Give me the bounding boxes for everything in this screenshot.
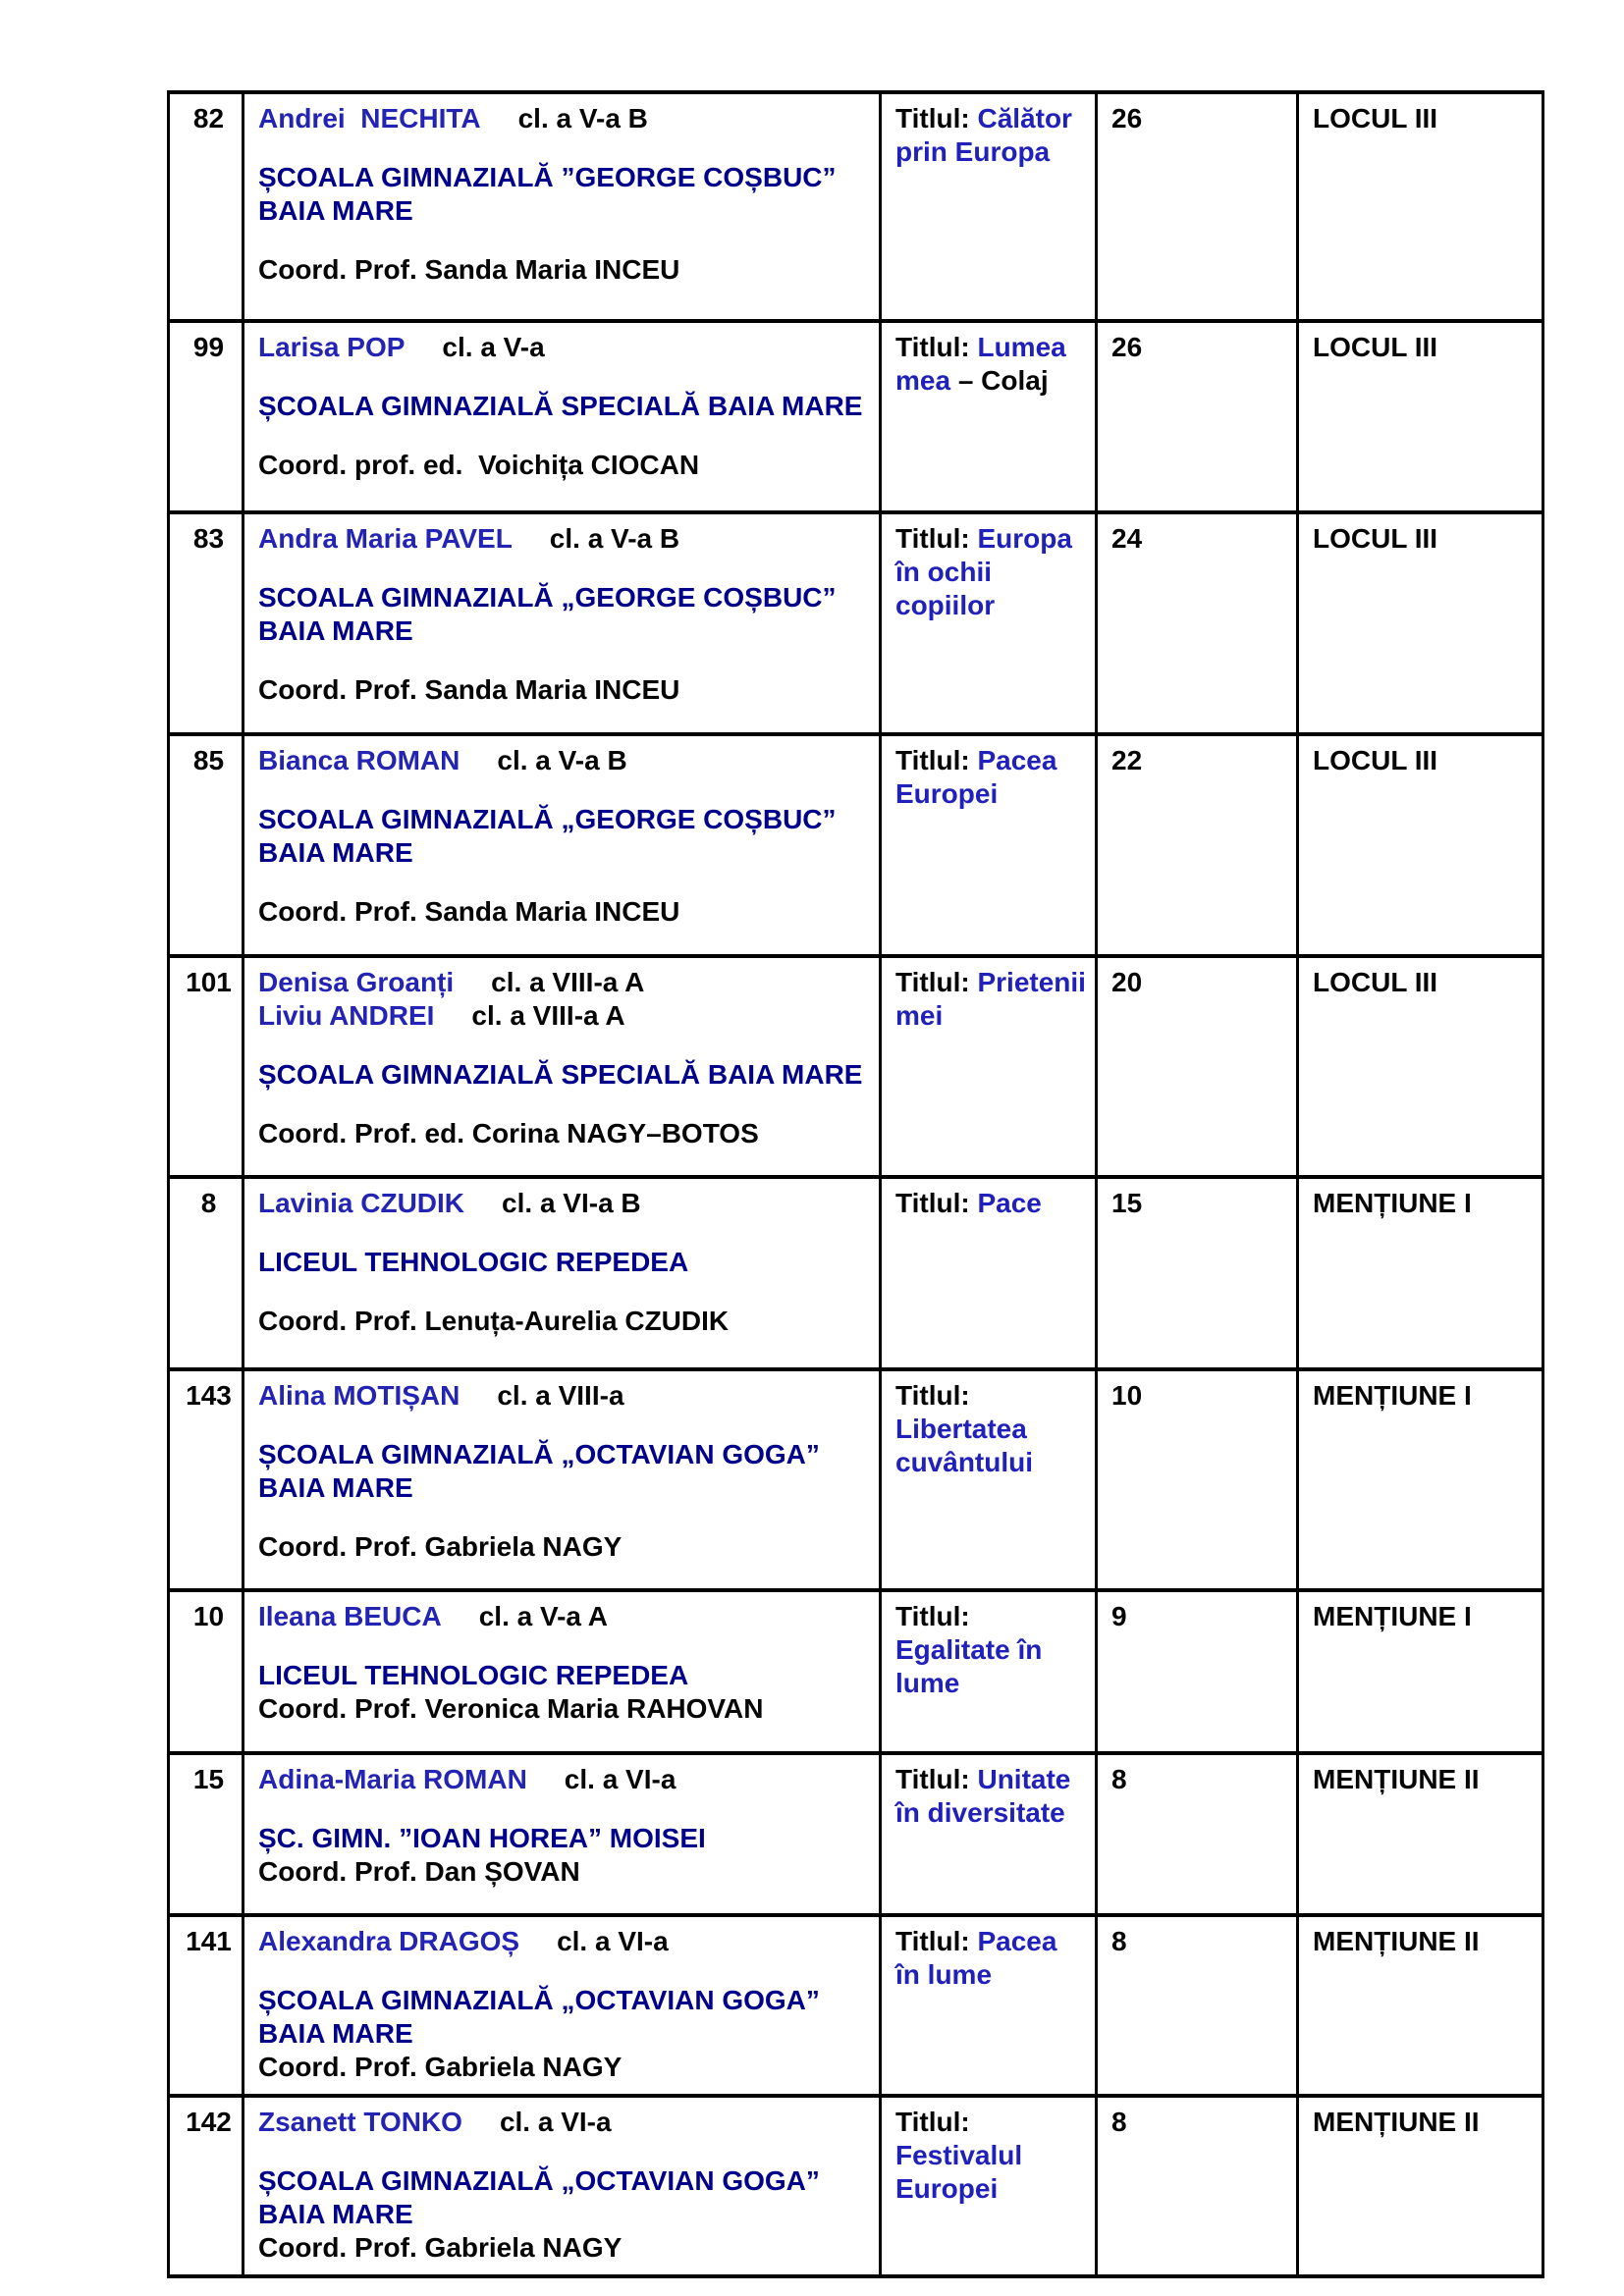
- blank-line: [258, 1092, 871, 1117]
- participant-cell: [244, 2096, 881, 2276]
- table-row: [169, 734, 1543, 956]
- table-row: [169, 1753, 1543, 1915]
- participant-line: [258, 1763, 871, 1796]
- participant-line: [258, 1600, 871, 1633]
- coordinator: Coord. Prof. Gabriela NAGY: [258, 1531, 623, 1562]
- title-text: Călător prin Europa: [895, 103, 1072, 167]
- entry-number-cell: 99: [169, 321, 244, 512]
- participant-line: [258, 522, 871, 556]
- title-cell: [881, 321, 1097, 512]
- title-cell: [881, 1753, 1097, 1915]
- participant-line: [258, 331, 871, 364]
- entry-number-cell: 101: [169, 956, 244, 1177]
- participant-name: Lavinia CZUDIK: [258, 1188, 465, 1218]
- entry-number-cell: 143: [169, 1369, 244, 1590]
- title-label: Titlul:: [895, 1926, 970, 1956]
- score-cell: 24: [1097, 512, 1298, 734]
- score-cell: 8: [1097, 1915, 1298, 2096]
- title-cell: [881, 1590, 1097, 1753]
- participant-cell: [244, 956, 881, 1177]
- coordinator: Coord. Prof. Sanda Maria INCEU: [258, 896, 680, 927]
- entry-number-cell: 141: [169, 1915, 244, 2096]
- title-cell: [881, 1177, 1097, 1369]
- entry-number-cell: 15: [169, 1753, 244, 1915]
- table-row: [169, 92, 1543, 321]
- participant-cell: [244, 734, 881, 956]
- entry-number-cell: 10: [169, 1590, 244, 1753]
- title-text: Festivalul Europei: [895, 2140, 1023, 2204]
- title-label: Titlul:: [895, 523, 970, 554]
- participant-class: cl. a VIII-a: [497, 1380, 624, 1411]
- blank-line: [258, 1413, 871, 1438]
- participant-class: cl. a V-a B: [549, 523, 680, 554]
- entry-number-cell: 83: [169, 512, 244, 734]
- award-cell: LOCUL III: [1298, 321, 1543, 512]
- participant-name: Andra Maria PAVEL: [258, 523, 513, 554]
- score-cell: 10: [1097, 1369, 1298, 1590]
- coordinator: Coord. Prof. Dan ȘOVAN: [258, 1856, 580, 1887]
- table-row: [169, 1915, 1543, 2096]
- entry-number-cell: 85: [169, 734, 244, 956]
- participant-class: cl. a V-a A: [478, 1601, 608, 1631]
- title-cell: [881, 1915, 1097, 2096]
- title-cell: [881, 1369, 1097, 1590]
- school-name: ȘCOALA GIMNAZIALĂ „OCTAVIAN GOGA” BAIA MARE: [258, 1439, 820, 1503]
- participant-line: [258, 1187, 871, 1220]
- table-row: [169, 512, 1543, 734]
- participant-class: cl. a V-a B: [517, 103, 648, 133]
- participant-cell: [244, 512, 881, 734]
- blank-line: [258, 228, 871, 253]
- participant-cell: [244, 1369, 881, 1590]
- participant-name: Adina-Maria ROMAN: [258, 1764, 527, 1794]
- blank-line: [258, 135, 871, 161]
- participant-class: cl. a VI-a: [564, 1764, 677, 1794]
- blank-line: [258, 1633, 871, 1659]
- participant-line: [258, 102, 871, 135]
- title-text: Pace: [977, 1188, 1042, 1218]
- title-text: Prietenii mei: [895, 967, 1086, 1031]
- coordinator: Coord. Prof. Gabriela NAGY: [258, 2232, 623, 2263]
- title-label: Titlul:: [895, 2107, 970, 2137]
- participant-class: cl. a VIII-a A: [491, 967, 645, 997]
- score-cell: 15: [1097, 1177, 1298, 1369]
- participant-line: [258, 999, 871, 1033]
- participant-class: cl. a VI-a B: [502, 1188, 641, 1218]
- title-text: Libertatea cuvântului: [895, 1414, 1034, 1477]
- participant-line: [258, 2106, 871, 2139]
- school-name: ȘCOALA GIMNAZIALĂ „OCTAVIAN GOGA” BAIA MARE: [258, 1985, 820, 2049]
- score-cell: 20: [1097, 956, 1298, 1177]
- table-row: [169, 2096, 1543, 2276]
- participant-cell: [244, 1177, 881, 1369]
- title-text: Lumea mea: [895, 332, 1066, 396]
- award-cell: MENȚIUNE II: [1298, 1753, 1543, 1915]
- participant-line: [258, 1379, 871, 1413]
- score-cell: 26: [1097, 321, 1298, 512]
- school-name: SCOALA GIMNAZIALĂ „GEORGE COȘBUC” BAIA MARE: [258, 582, 837, 646]
- table-row: [169, 1177, 1543, 1369]
- blank-line: [258, 1958, 871, 1984]
- title-label: Titlul:: [895, 1380, 970, 1411]
- score-cell: 8: [1097, 1753, 1298, 1915]
- score-cell: 8: [1097, 2096, 1298, 2276]
- coordinator: Coord. Prof. Veronica Maria RAHOVAN: [258, 1693, 764, 1724]
- participant-class: cl. a VI-a: [557, 1926, 669, 1956]
- title-label: Titlul:: [895, 1764, 970, 1794]
- participant-cell: [244, 1590, 881, 1753]
- title-label: Titlul:: [895, 103, 970, 133]
- participant-name: Bianca ROMAN: [258, 745, 460, 775]
- award-cell: LOCUL III: [1298, 956, 1543, 1177]
- award-cell: MENȚIUNE II: [1298, 2096, 1543, 2276]
- title-cell: [881, 956, 1097, 1177]
- title-text: Egalitate în lume: [895, 1634, 1043, 1698]
- title-label: Titlul:: [895, 745, 970, 775]
- participant-name: Larisa POP: [258, 332, 406, 362]
- school-name: ȘCOALA GIMNAZIALĂ SPECIALĂ BAIA MARE: [258, 1059, 863, 1090]
- title-text: Pacea Europei: [895, 745, 1057, 809]
- participant-name: Liviu ANDREI: [258, 1000, 435, 1031]
- participant-name: Ileana BEUCA: [258, 1601, 442, 1631]
- title-suffix: – Colaj: [950, 365, 1049, 396]
- award-cell: LOCUL III: [1298, 512, 1543, 734]
- score-cell: 26: [1097, 92, 1298, 321]
- title-label: Titlul:: [895, 1188, 970, 1218]
- participant-cell: [244, 92, 881, 321]
- coordinator: Coord. Prof. Sanda Maria INCEU: [258, 254, 680, 285]
- participant-line: [258, 1925, 871, 1958]
- participant-name: Zsanett TONKO: [258, 2107, 462, 2137]
- title-cell: [881, 92, 1097, 321]
- blank-line: [258, 1220, 871, 1246]
- score-cell: 9: [1097, 1590, 1298, 1753]
- blank-line: [258, 777, 871, 803]
- school-name: ȘCOALA GIMNAZIALĂ SPECIALĂ BAIA MARE: [258, 391, 863, 421]
- blank-line: [258, 1505, 871, 1530]
- school-name: ȘCOALA GIMNAZIALĂ „OCTAVIAN GOGA” BAIA MARE: [258, 2165, 820, 2229]
- award-cell: MENȚIUNE I: [1298, 1369, 1543, 1590]
- coordinator: Coord. Prof. ed. Corina NAGY–BOTOS: [258, 1118, 759, 1148]
- participant-name: Alexandra DRAGOȘ: [258, 1926, 520, 1956]
- award-cell: MENȚIUNE II: [1298, 1915, 1543, 2096]
- participant-class: cl. a VIII-a A: [471, 1000, 625, 1031]
- participant-line: [258, 744, 871, 777]
- participant-class: cl. a V-a: [442, 332, 545, 362]
- participant-name: Alina MOTIȘAN: [258, 1380, 460, 1411]
- title-text: Unitate în diversitate: [895, 1764, 1071, 1828]
- participant-class: cl. a VI-a: [499, 2107, 612, 2137]
- school-name: SCOALA GIMNAZIALĂ „GEORGE COȘBUC” BAIA MARE: [258, 804, 837, 868]
- school-name: LICEUL TEHNOLOGIC REPEDEA: [258, 1660, 689, 1690]
- results-table-body: [169, 92, 1543, 2276]
- participant-cell: [244, 321, 881, 512]
- award-cell: LOCUL III: [1298, 92, 1543, 321]
- coordinator: Coord. Prof. Lenuța-Aurelia CZUDIK: [258, 1306, 730, 1336]
- blank-line: [258, 648, 871, 673]
- blank-line: [258, 423, 871, 449]
- score-cell: 22: [1097, 734, 1298, 956]
- title-cell: [881, 734, 1097, 956]
- title-label: Titlul:: [895, 332, 970, 362]
- blank-line: [258, 870, 871, 895]
- award-cell: LOCUL III: [1298, 734, 1543, 956]
- school-name: LICEUL TEHNOLOGIC REPEDEA: [258, 1247, 689, 1277]
- blank-line: [258, 364, 871, 390]
- title-text: Europa în ochii copiilor: [895, 523, 1072, 620]
- entry-number-cell: 8: [169, 1177, 244, 1369]
- blank-line: [258, 1279, 871, 1305]
- coordinator: Coord. Prof. Sanda Maria INCEU: [258, 674, 680, 705]
- title-label: Titlul:: [895, 967, 970, 997]
- blank-line: [258, 1796, 871, 1822]
- school-name: ȘCOALA GIMNAZIALĂ ”GEORGE COȘBUC” BAIA MARE: [258, 162, 837, 226]
- blank-line: [258, 556, 871, 581]
- award-cell: MENȚIUNE I: [1298, 1177, 1543, 1369]
- participant-cell: [244, 1753, 881, 1915]
- blank-line: [258, 1033, 871, 1058]
- award-cell: MENȚIUNE I: [1298, 1590, 1543, 1753]
- coordinator: Coord. Prof. Gabriela NAGY: [258, 2052, 623, 2082]
- table-row: [169, 321, 1543, 512]
- table-row: [169, 1590, 1543, 1753]
- table-row: [169, 1369, 1543, 1590]
- participant-name: Denisa Groanți: [258, 967, 455, 997]
- participant-name: Andrei NECHITA: [258, 103, 481, 133]
- entry-number-cell: 82: [169, 92, 244, 321]
- participant-line: [258, 966, 871, 999]
- results-table: [167, 90, 1544, 2278]
- coordinator: Coord. prof. ed. Voichița CIOCAN: [258, 450, 700, 480]
- title-cell: [881, 2096, 1097, 2276]
- school-name: ȘC. GIMN. ”IOAN HOREA” MOISEI: [258, 1823, 706, 1853]
- title-text: Pacea în lume: [895, 1926, 1057, 1990]
- participant-cell: [244, 1915, 881, 2096]
- title-cell: [881, 512, 1097, 734]
- title-label: Titlul:: [895, 1601, 970, 1631]
- entry-number-cell: 142: [169, 2096, 244, 2276]
- table-row: [169, 956, 1543, 1177]
- blank-line: [258, 2139, 871, 2164]
- participant-class: cl. a V-a B: [497, 745, 627, 775]
